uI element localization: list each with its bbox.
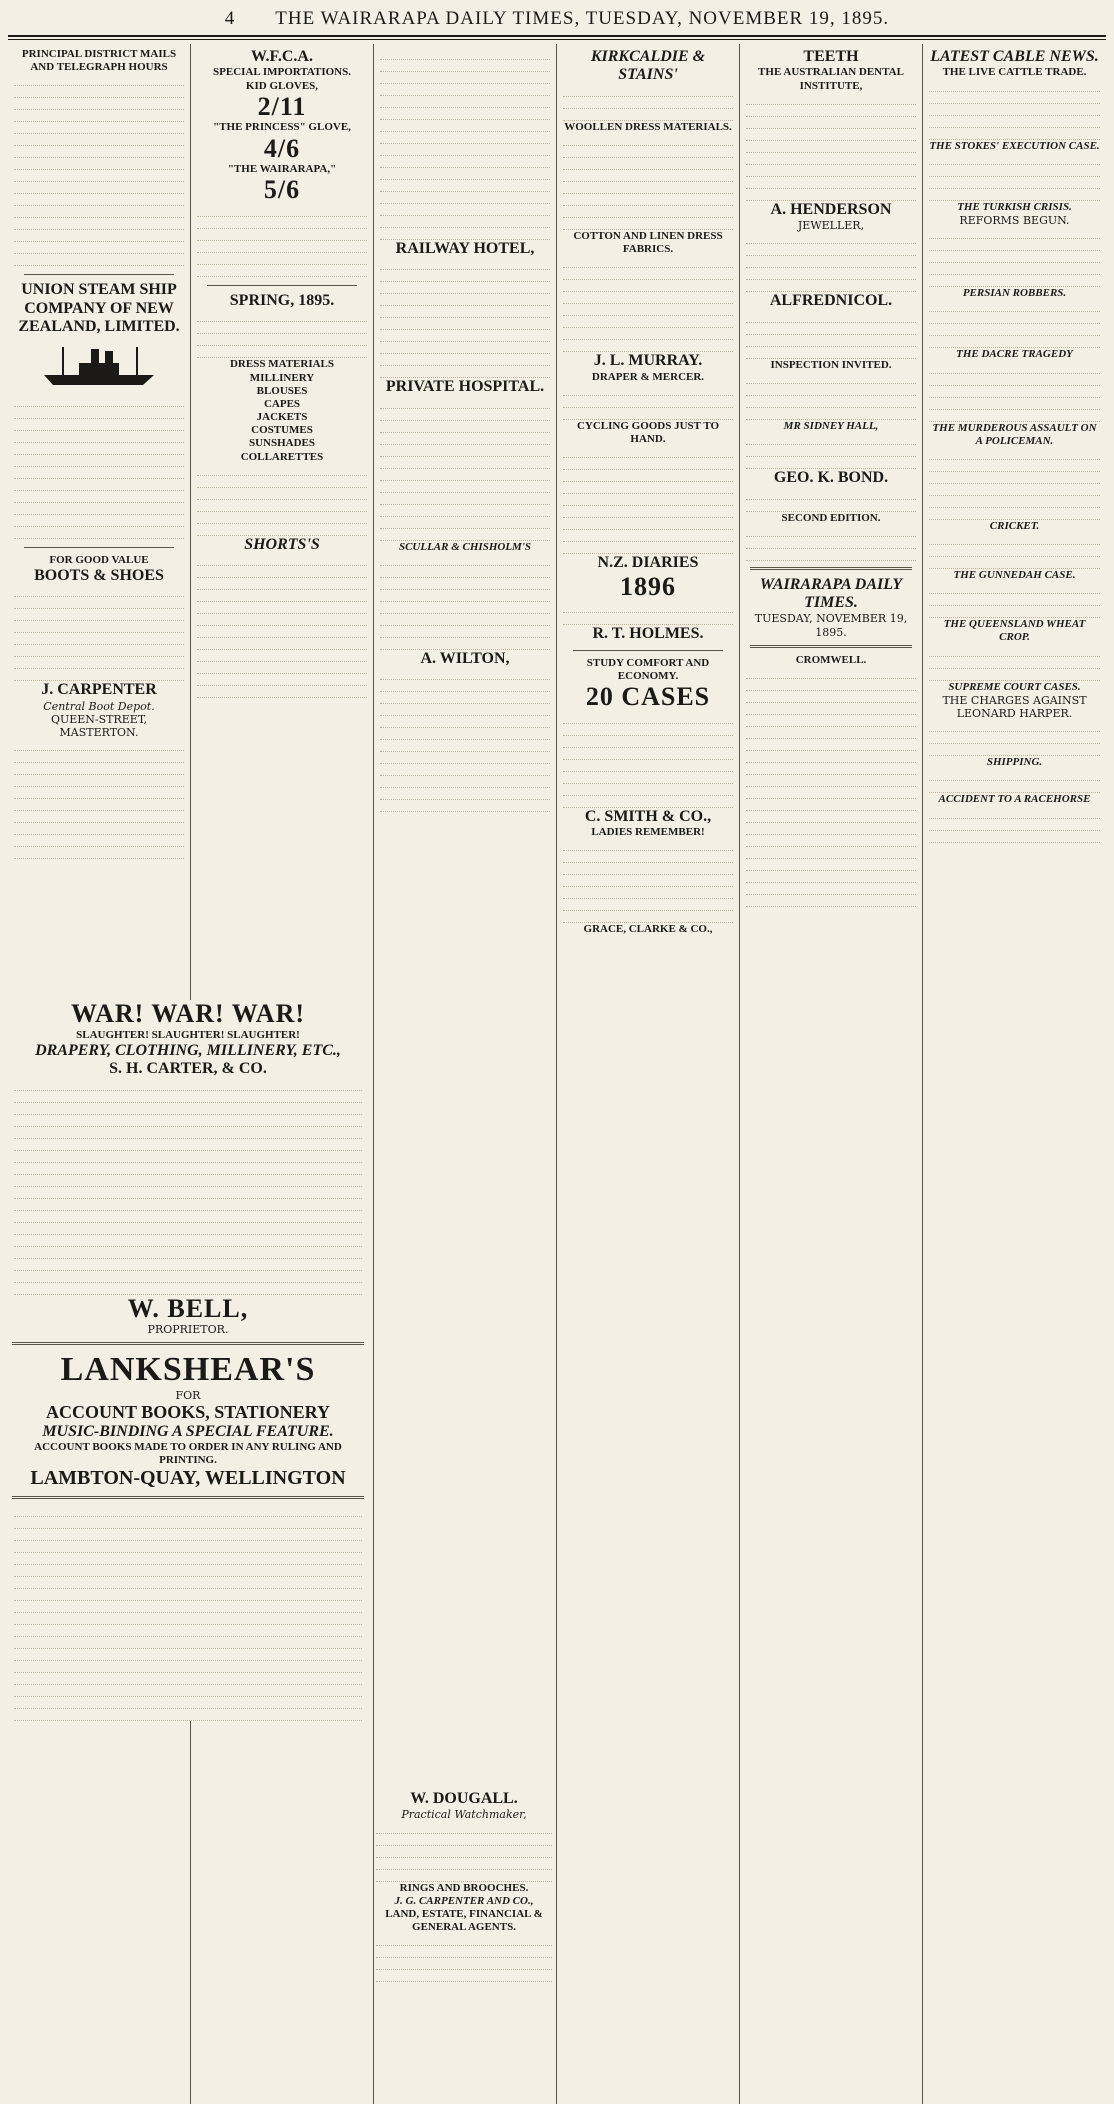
- account-books-heading: ACCOUNT BOOKS, STATIONERY: [46, 1401, 330, 1422]
- dept-jackets: JACKETS: [256, 411, 308, 424]
- drapery-heading: DRAPERY, CLOTHING, MILLINERY, ETC.,: [35, 1041, 341, 1059]
- dept-capes: CAPES: [263, 397, 301, 410]
- holmes-heading: R. T. HOLMES.: [592, 625, 704, 643]
- newspaper-title: THE WAIRARAPA DAILY TIMES, TUESDAY, NOVEMBER 19, 1895.: [275, 8, 890, 29]
- carter-heading: S. H. CARTER, & CO.: [109, 1060, 267, 1078]
- shipping-heading: SHIPPING.: [986, 756, 1043, 769]
- proprietor-label: PROPRIETOR.: [147, 1323, 229, 1337]
- steamship-icon: [14, 343, 184, 389]
- grace-heading: GRACE, CLARKE & CO.,: [583, 923, 713, 936]
- diaries-year: 1896: [620, 571, 676, 601]
- war-advertisement: [8, 1000, 368, 1721]
- private-hospital-heading: PRIVATE HOSPITAL.: [385, 378, 545, 396]
- dept-sunshades: SUNSHADES: [248, 437, 316, 450]
- rings-heading: RINGS AND BROOCHES.: [399, 1881, 529, 1894]
- wilton-heading: A. WILTON,: [420, 649, 510, 667]
- dental-heading: THE AUSTRALIAN DENTAL INSTITUTE,: [758, 66, 904, 92]
- princess-heading: "THE PRINCESS" GLOVE,: [213, 121, 351, 134]
- union-steam-heading: UNION STEAM SHIP COMPANY OF NEW ZEALAND, LIMITED.: [18, 281, 180, 336]
- cases-heading: 20 CASES: [585, 682, 711, 712]
- mails-text: [14, 74, 184, 266]
- alfred-heading: ALFREDNICOL.: [769, 292, 893, 310]
- ladies-heading: LADIES REMEMBER!: [591, 826, 705, 839]
- land-heading: LAND, ESTATE, FINANCIAL & GENERAL AGENTS.: [385, 1907, 543, 1934]
- reforms-heading: REFORMS BEGUN.: [959, 213, 1070, 227]
- cricket-heading: CRICKET.: [989, 519, 1040, 532]
- war-heading: WAR! WAR! WAR!: [70, 999, 306, 1028]
- railway-hotel-heading: RAILWAY HOTEL,: [395, 240, 535, 257]
- study-heading: STUDY COMFORT AND ECONOMY.: [586, 656, 710, 682]
- masthead-rule: [8, 35, 1106, 40]
- murray-heading: J. L. MURRAY.: [593, 352, 703, 370]
- persian-heading: PERSIAN ROBBERS.: [962, 287, 1067, 300]
- murderous-heading: THE MURDEROUS ASSAULT ON A POLICEMAN.: [932, 421, 1097, 447]
- smith-heading: C. SMITH & CO.,: [584, 807, 712, 825]
- henderson-heading: A. HENDERSON: [770, 200, 892, 218]
- lankshear-heading: LANKSHEAR'S: [60, 1351, 316, 1389]
- draper-heading: DRAPER & MERCER.: [591, 370, 705, 383]
- cotton-heading: COTTON AND LINEN DRESS FABRICS.: [573, 229, 723, 256]
- dacre-heading: THE DACRE TRAGEDY: [956, 348, 1073, 361]
- dept-millinery: MILLINERY: [249, 371, 315, 384]
- wairarapa-glove-heading: "THE WAIRARAPA,": [227, 163, 337, 176]
- column-5: [740, 44, 923, 2104]
- dougall-advertisement: [376, 1790, 552, 1982]
- bell-heading: W. BELL,: [127, 1293, 249, 1323]
- music-binding-heading: MUSIC-BINDING A SPECIAL FEATURE.: [42, 1422, 334, 1440]
- lambton-heading: LAMBTON-QUAY, WELLINGTON: [30, 1467, 346, 1490]
- carpenter-title: J. CARPENTER: [41, 681, 157, 699]
- boots-heading: BOOTS & SHOES: [34, 566, 164, 584]
- cycling-heading: CYCLING GOODS JUST TO HAND.: [576, 419, 720, 446]
- slaughter-heading: SLAUGHTER! SLAUGHTER! SLAUGHTER!: [76, 1028, 300, 1041]
- sidney-heading: MR SIDNEY HALL,: [783, 419, 879, 432]
- gunnedah-heading: THE GUNNEDAH CASE.: [953, 569, 1076, 582]
- lankshear-for: FOR: [175, 1388, 201, 1402]
- turkish-heading: THE TURKISH CRISIS.: [957, 200, 1072, 213]
- live-cattle-heading: THE LIVE CATTLE TRADE.: [942, 66, 1087, 79]
- carpenter-co-heading: J. G. CARPENTER AND CO.,: [394, 1894, 534, 1907]
- bond-heading: GEO. K. BOND.: [773, 469, 889, 487]
- charges-heading: THE CHARGES AGAINST LEONARD HARPER.: [942, 693, 1087, 721]
- teeth-heading: TEETH: [803, 48, 859, 65]
- kid-gloves-heading: KID GLOVES,: [245, 79, 319, 92]
- supreme-heading: SUPREME COURT CASES.: [948, 680, 1081, 693]
- inspection-heading: INSPECTION INVITED.: [770, 358, 892, 371]
- second-edition-heading: SECOND EDITION.: [781, 511, 881, 524]
- mails-heading: PRINCIPAL DISTRICT MAILS AND TELEGRAPH HOURS: [21, 48, 177, 74]
- column-4: [557, 44, 740, 2104]
- dept-blouses: BLOUSES: [256, 384, 308, 397]
- latest-cable-heading: LATEST CABLE NEWS.: [930, 48, 1099, 65]
- paper-title: WAIRARAPA DAILY TIMES.: [759, 575, 903, 612]
- wheat-heading: THE QUEENSLAND WHEAT CROP.: [943, 618, 1086, 644]
- nz-diaries-heading: N.Z. DIARIES: [597, 554, 699, 572]
- shorts-heading: SHORTS'S: [244, 535, 320, 553]
- dougall-heading: W. DOUGALL.: [410, 1790, 518, 1807]
- cromwell-heading: CROMWELL.: [795, 653, 867, 666]
- dept-collarettes: COLLARETTES: [240, 450, 324, 463]
- scullar-heading: SCULLAR & CHISHOLM'S: [398, 540, 532, 553]
- page-number: 4: [224, 8, 236, 29]
- kirkcaldie-heading: KIRKCALDIE & STAINS': [590, 48, 706, 84]
- stokes-heading: THE STOKES' EXECUTION CASE.: [929, 139, 1100, 152]
- special-heading: SPECIAL IMPORTATIONS.: [213, 66, 351, 79]
- good-value-heading: FOR GOOD VALUE: [49, 553, 149, 566]
- dept-dress: DRESS MATERIALS: [229, 358, 335, 371]
- jeweller-heading: JEWELLER,: [797, 219, 865, 233]
- masthead: [8, 6, 1106, 33]
- carpenter-sub: Central Boot Depot.: [43, 699, 155, 713]
- watchmaker-heading: Practical Watchmaker,: [401, 1808, 527, 1822]
- accident-heading: ACCIDENT TO A RACEHORSE: [938, 793, 1091, 806]
- wairarapa-price: 5/6: [263, 175, 301, 205]
- dept-costumes: COSTUMES: [251, 424, 313, 437]
- paper-date: TUESDAY, NOVEMBER 19, 1895.: [754, 612, 908, 639]
- kid-price: 2/11: [257, 91, 307, 121]
- column-6: [923, 44, 1106, 2104]
- wfca-heading: W.F.C.A.: [251, 48, 313, 65]
- spring-heading: SPRING, 1895.: [229, 291, 335, 309]
- woollen-heading: WOOLLEN DRESS MATERIALS.: [564, 120, 732, 133]
- carpenter-address: QUEEN-STREET, MASTERTON.: [50, 712, 148, 739]
- ruled-heading: ACCOUNT BOOKS MADE TO ORDER IN ANY RULING AND PRINTING.: [34, 1441, 342, 1467]
- princess-price: 4/6: [263, 133, 301, 163]
